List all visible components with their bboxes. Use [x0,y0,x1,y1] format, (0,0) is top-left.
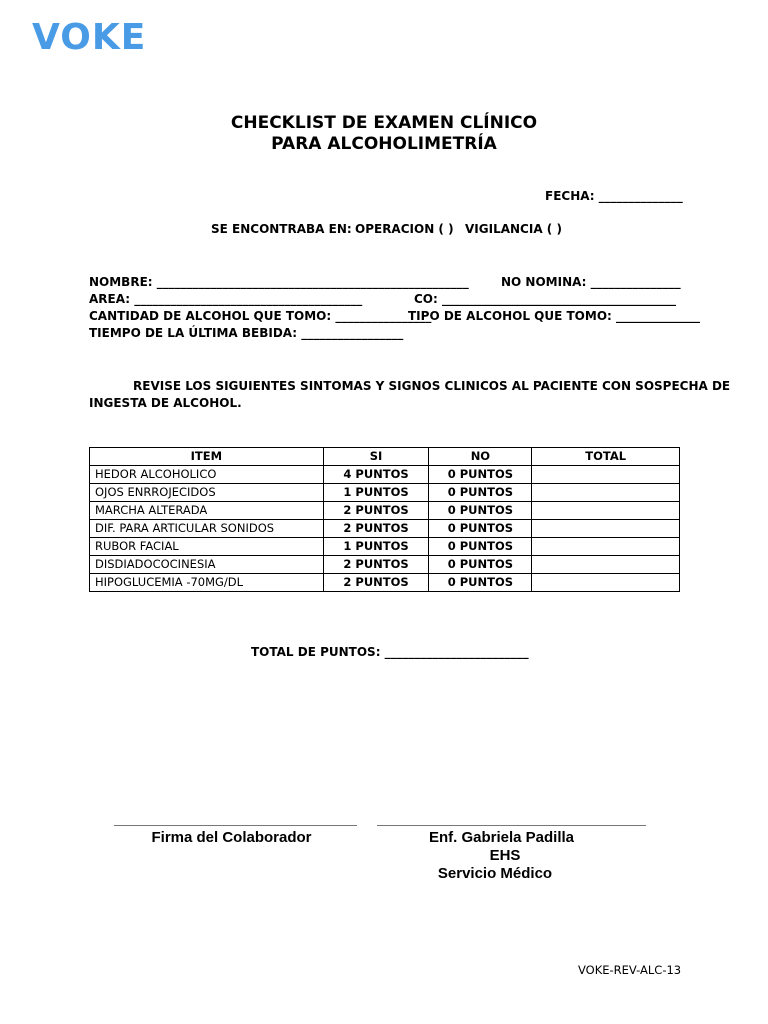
no-cell: 0 PUNTOS [429,574,532,592]
signature-dept-ehs: EHS [489,847,521,864]
tiempo-field: TIEMPO DE LA ÚLTIMA BEBIDA: _________________ [89,326,404,340]
si-cell: 1 PUNTOS [323,484,429,502]
total-cell[interactable] [532,520,680,538]
signature-line-colaborador [114,825,357,826]
item-cell: HIPOGLUCEMIA -70MG/DL [90,574,324,592]
si-cell: 1 PUNTOS [323,538,429,556]
no-cell: 0 PUNTOS [429,556,532,574]
location-option-vigilancia: VIGILANCIA ( ) [465,222,562,236]
no-cell: 0 PUNTOS [429,484,532,502]
si-cell: 4 PUNTOS [323,466,429,484]
no-cell: 0 PUNTOS [429,502,532,520]
voke-logo: VOKE [32,17,147,58]
item-cell: DIF. PARA ARTICULAR SONIDOS [90,520,324,538]
area-field: AREA: ______________________________________ [89,292,363,306]
co-field: CO: _______________________________________ [414,292,676,306]
total-cell[interactable] [532,556,680,574]
header-total: TOTAL [532,448,680,466]
signature-label-colaborador: Firma del Colaborador [151,829,312,846]
instructions-line1: REVISE LOS SIGUIENTES SINTOMAS Y SIGNOS CLINICOS AL PACIENTE CON SOSPECHA DE [133,379,731,393]
cantidad-field: CANTIDAD DE ALCOHOL QUE TOMO: ________________ [89,309,432,323]
total-cell[interactable] [532,538,680,556]
item-cell: RUBOR FACIAL [90,538,324,556]
document-title-line1: CHECKLIST DE EXAMEN CLÍNICO [230,113,538,133]
fecha-field: FECHA: ______________ [545,189,683,203]
no-cell: 0 PUNTOS [429,466,532,484]
header-si: SI [323,448,429,466]
table-row [90,502,680,520]
document-code: VOKE-REV-ALC-13 [578,963,682,977]
item-cell: DISDIADOCOCINESIA [90,556,324,574]
header-no: NO [429,448,532,466]
table-row [90,538,680,556]
si-cell: 2 PUNTOS [323,502,429,520]
location-label: SE ENCONTRABA EN: [211,222,352,236]
table-row [90,556,680,574]
document-title-line2: PARA ALCOHOLIMETRÍA [271,134,497,154]
nombre-field: NOMBRE: ____________________________________________________ [89,275,469,289]
tipo-field: TIPO DE ALCOHOL QUE TOMO: ______________ [408,309,700,323]
signature-service: Servicio Médico [437,865,553,882]
item-cell: HEDOR ALCOHOLICO [90,466,324,484]
no-cell: 0 PUNTOS [429,520,532,538]
table-row [90,484,680,502]
table-row [90,466,680,484]
nomina-field: NO NOMINA: _______________ [501,275,681,289]
si-cell: 2 PUNTOS [323,556,429,574]
item-cell: MARCHA ALTERADA [90,502,324,520]
header-item: ITEM [90,448,324,466]
symptoms-table [89,447,680,592]
total-cell[interactable] [532,502,680,520]
table-header-row [90,448,680,466]
signature-name-medico: Enf. Gabriela Padilla [428,829,575,846]
no-cell: 0 PUNTOS [429,538,532,556]
signature-line-medico [377,825,646,826]
item-cell: OJOS ENRROJECIDOS [90,484,324,502]
location-option-operacion: OPERACION ( ) [355,222,454,236]
total-puntos-field: TOTAL DE PUNTOS: ________________________ [251,645,529,659]
si-cell: 2 PUNTOS [323,574,429,592]
total-cell[interactable] [532,574,680,592]
total-cell[interactable] [532,484,680,502]
instructions-line2: INGESTA DE ALCOHOL. [89,396,242,410]
table-row [90,520,680,538]
table-row [90,574,680,592]
si-cell: 2 PUNTOS [323,520,429,538]
total-cell[interactable] [532,466,680,484]
